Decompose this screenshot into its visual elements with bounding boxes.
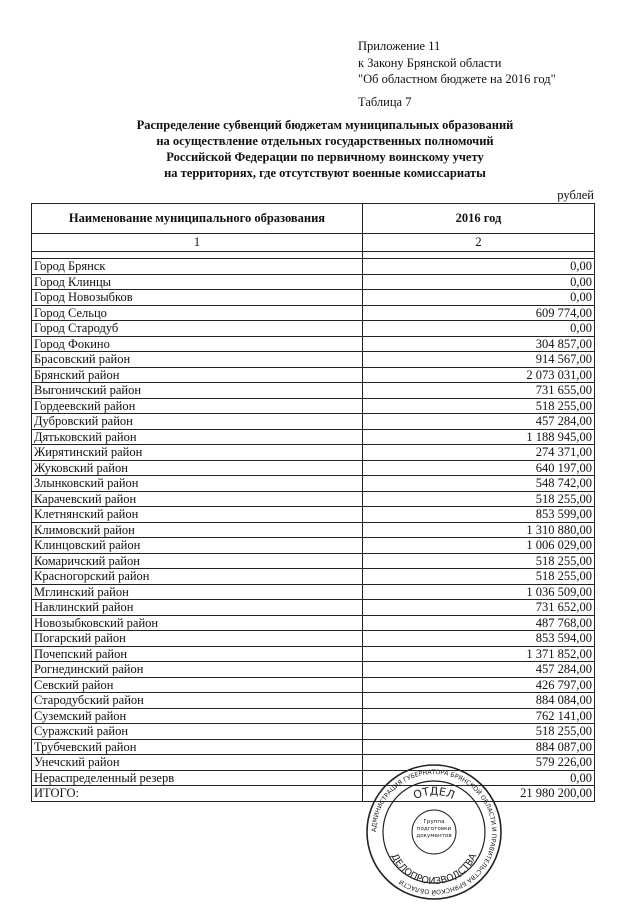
- table-row: [32, 522, 595, 538]
- document-title: [60, 117, 590, 181]
- subvention-amount: 518 255,00: [363, 398, 595, 414]
- municipality-name: Суземский район: [32, 708, 363, 724]
- title-line-3: Российской Федерации по первичному воинскому учету: [166, 150, 484, 164]
- municipality-name: Мглинский район: [32, 584, 363, 600]
- table-row: [32, 290, 595, 306]
- subvention-amount: 731 655,00: [363, 383, 595, 399]
- table-row: [32, 445, 595, 461]
- municipality-name: Погарский район: [32, 631, 363, 647]
- table-row: [32, 321, 595, 337]
- subvention-amount: 518 255,00: [363, 491, 595, 507]
- municipality-name: Дубровский район: [32, 414, 363, 430]
- table-row: [32, 398, 595, 414]
- subvention-table: [31, 203, 595, 802]
- subvention-amount: 884 084,00: [363, 693, 595, 709]
- subvention-amount: 1 036 509,00: [363, 584, 595, 600]
- municipality-name: Суражский район: [32, 724, 363, 740]
- subvention-amount: 762 141,00: [363, 708, 595, 724]
- subvention-amount: 1 310 880,00: [363, 522, 595, 538]
- table-row: [32, 476, 595, 492]
- table-row: [32, 600, 595, 616]
- subvention-amount: 1 006 029,00: [363, 538, 595, 554]
- municipality-name: Город Клинцы: [32, 274, 363, 290]
- appendix-header: [358, 38, 556, 110]
- table-row: [32, 646, 595, 662]
- municipality-name: Город Фокино: [32, 336, 363, 352]
- appendix-number: Приложение 11: [358, 39, 441, 53]
- subvention-amount: 457 284,00: [363, 414, 595, 430]
- municipality-name: Выгоничский район: [32, 383, 363, 399]
- subvention-amount: 426 797,00: [363, 677, 595, 693]
- table-row: [32, 414, 595, 430]
- total-row: [32, 786, 595, 802]
- table-row: [32, 708, 595, 724]
- stamp-top-text: ОТДЕЛ: [411, 784, 457, 802]
- municipality-name: Жуковский район: [32, 460, 363, 476]
- subvention-amount: 853 594,00: [363, 631, 595, 647]
- table-row: [32, 755, 595, 771]
- law-reference: к Закону Брянской области: [358, 55, 502, 70]
- subvention-amount: 884 087,00: [363, 739, 595, 755]
- table-row: [32, 662, 595, 678]
- municipality-name: Злынковский район: [32, 476, 363, 492]
- municipality-name: Рогнединский район: [32, 662, 363, 678]
- municipality-name: Навлинский район: [32, 600, 363, 616]
- subvention-amount: 0,00: [363, 770, 595, 786]
- subvention-amount: 1 371 852,00: [363, 646, 595, 662]
- subvention-amount: 518 255,00: [363, 724, 595, 740]
- municipality-name: Город Стародуб: [32, 321, 363, 337]
- column-number-1: 1: [32, 234, 363, 252]
- stamp-bottom-text: ДЕЛОПРОИЗВОДСТВА: [388, 851, 480, 888]
- column-header-name: Наименование муниципального образования: [32, 204, 363, 234]
- table-row: [32, 631, 595, 647]
- subvention-amount: 579 226,00: [363, 755, 595, 771]
- table-row: [32, 352, 595, 368]
- table-row: [32, 429, 595, 445]
- total-value: 21 980 200,00: [363, 786, 595, 802]
- subvention-amount: 548 742,00: [363, 476, 595, 492]
- municipality-name: Стародубский район: [32, 693, 363, 709]
- table-row: [32, 724, 595, 740]
- municipality-name: Унечский район: [32, 755, 363, 771]
- municipality-name: Нераспределенный резерв: [32, 770, 363, 786]
- header-row: [32, 204, 595, 234]
- table-row: [32, 460, 595, 476]
- table-row: [32, 367, 595, 383]
- subvention-amount: 304 857,00: [363, 336, 595, 352]
- subvention-amount: 274 371,00: [363, 445, 595, 461]
- municipality-name: Красногорский район: [32, 569, 363, 585]
- subvention-amount: 487 768,00: [363, 615, 595, 631]
- title-line-4: на территориях, где отсутствуют военные комиссариаты: [164, 166, 486, 180]
- title-line-2: на осуществление отдельных государственных полномочий: [156, 134, 494, 148]
- table-row: [32, 584, 595, 600]
- subvention-amount: 0,00: [363, 259, 595, 275]
- municipality-name: Климовский район: [32, 522, 363, 538]
- column-header-year: 2016 год: [363, 204, 595, 234]
- subvention-amount: 853 599,00: [363, 507, 595, 523]
- table-row: [32, 491, 595, 507]
- subvention-amount: 0,00: [363, 321, 595, 337]
- municipality-name: Брасовский район: [32, 352, 363, 368]
- subvention-amount: 2 073 031,00: [363, 367, 595, 383]
- table-row: [32, 274, 595, 290]
- table-row: [32, 615, 595, 631]
- municipality-name: Новозыбковский район: [32, 615, 363, 631]
- municipality-name: Дятьковский район: [32, 429, 363, 445]
- law-title: "Об областном бюджете на 2016 год": [358, 72, 556, 86]
- table-row: [32, 569, 595, 585]
- table-row: [32, 538, 595, 554]
- units-label: рублей: [557, 188, 594, 202]
- department-stamp: [364, 762, 504, 902]
- stamp-ring-text: АДМИНИСТРАЦИЯ ГУБЕРНАТОРА БРЯНСКОЙ ОБЛАСТИ И ПРАВИТЕЛЬСТВА БРЯНСКОЙ ОБЛАСТИ: [370, 768, 498, 896]
- subvention-amount: 640 197,00: [363, 460, 595, 476]
- table-row: [32, 507, 595, 523]
- municipality-name: Гордеевский район: [32, 398, 363, 414]
- subvention-amount: 1 188 945,00: [363, 429, 595, 445]
- table-row: [32, 305, 595, 321]
- municipality-name: Город Сельцо: [32, 305, 363, 321]
- table-row: [32, 770, 595, 786]
- subvention-amount: 518 255,00: [363, 569, 595, 585]
- municipality-name: Почепский район: [32, 646, 363, 662]
- table-label: Таблица 7: [358, 94, 412, 109]
- subvention-amount: 731 652,00: [363, 600, 595, 616]
- subvention-amount: 0,00: [363, 290, 595, 306]
- spacer-row: [32, 252, 595, 259]
- subvention-amount: 518 255,00: [363, 553, 595, 569]
- subvention-amount: 609 774,00: [363, 305, 595, 321]
- municipality-name: Город Брянск: [32, 259, 363, 275]
- municipality-name: Жирятинский район: [32, 445, 363, 461]
- subvention-amount: 0,00: [363, 274, 595, 290]
- municipality-name: Комаричский район: [32, 553, 363, 569]
- table-row: [32, 693, 595, 709]
- title-line-1: Распределение субвенций бюджетам муниципальных образований: [136, 118, 514, 132]
- table-row: [32, 336, 595, 352]
- table-row: [32, 553, 595, 569]
- column-number-2: 2: [363, 234, 595, 252]
- subvention-amount: 914 567,00: [363, 352, 595, 368]
- municipality-name: Город Новозыбков: [32, 290, 363, 306]
- table-row: [32, 739, 595, 755]
- subvention-amount: 457 284,00: [363, 662, 595, 678]
- municipality-name: Севский район: [32, 677, 363, 693]
- municipality-name: Брянский район: [32, 367, 363, 383]
- municipality-name: Карачевский район: [32, 491, 363, 507]
- municipality-name: Клинцовский район: [32, 538, 363, 554]
- table-row: [32, 259, 595, 275]
- stamp-center-box: [413, 819, 455, 847]
- municipality-name: Клетнянский район: [32, 507, 363, 523]
- stamp-center-text: Группа подготовки документов: [416, 819, 452, 839]
- column-number-row: [32, 234, 595, 252]
- table-body: [32, 259, 595, 802]
- table-row: [32, 677, 595, 693]
- total-label: ИТОГО:: [32, 786, 363, 802]
- municipality-name: Трубчевский район: [32, 739, 363, 755]
- table-row: [32, 383, 595, 399]
